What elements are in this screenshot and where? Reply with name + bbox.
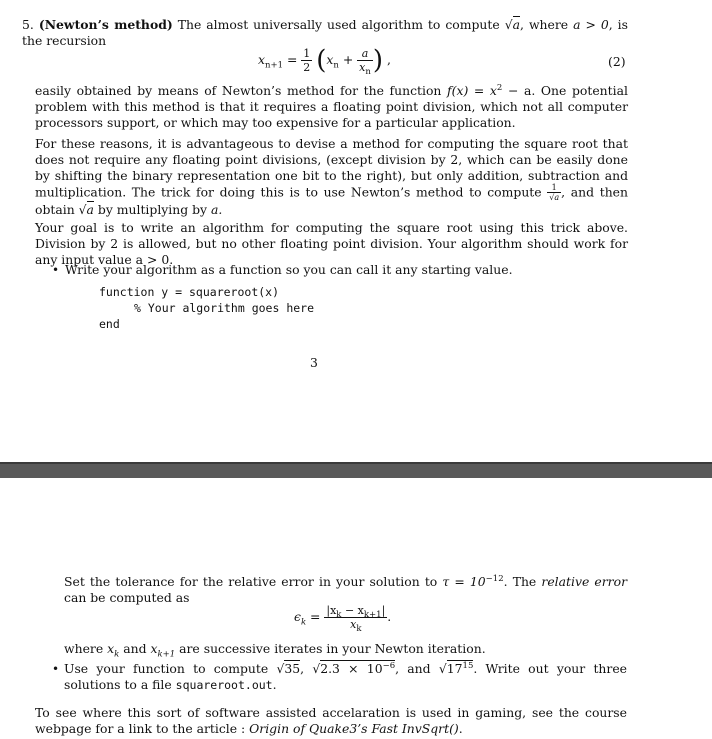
code-line-2: % Your algorithm goes here	[134, 301, 315, 315]
page-number: 3	[310, 355, 318, 370]
page-bottom	[0, 478, 712, 739]
relative-error-equation: $\epsilon_k$ = $\frac{|x_k - x_{k+1}|}{x_k}$ .	[294, 604, 392, 635]
page-separator	[0, 462, 712, 478]
bullet-1: Write your algorithm as a function so you can call it any starting value.	[65, 262, 513, 277]
closing-paragraph: To see where this sort of software assisted accelaration is used in gaming, see the course webpage for a link to the article : Origin of Quake3’s Fast InvSqrt().	[35, 705, 627, 736]
bullet-dot: •	[52, 263, 60, 277]
problem-title: (Newton’s method)	[38, 17, 173, 32]
code-line-1: function y = squareroot(x)	[99, 285, 280, 299]
equation-number: (2)	[608, 54, 626, 69]
problem-number: 5.	[22, 17, 34, 32]
paragraph-3: Your goal is to write an algorithm for computing the square root using this trick above. Division by 2 is allowed, but no other floating point division. Your algorithm should work for any input value a > 0.	[35, 220, 628, 267]
newton-recursion-equation: $x_{n+1}$ = $\frac{1}{2}$ ($x_n$ + $\frac{a}{x_n}$ ) ,	[258, 45, 391, 78]
tolerance-paragraph: Set the tolerance for the relative error in your solution to $\tau = 10^{-12}$. The relative error can be computed as	[64, 573, 627, 605]
problem-intro: 5. (Newton’s method) The almost universally used algorithm to compute √a, where a > 0, is the recursion	[22, 17, 628, 48]
bullet-dot: •	[52, 662, 60, 676]
output-filename: squareroot.out	[175, 678, 273, 692]
paragraph-2: For these reasons, it is advantageous to devise a method for computing the square root that does not require any floating point divisions, (except division by 2, which can be easily done by shifting the binary representation one bit to the right), but only addition, subtraction and multiplication. The trick for doing this is to use Newton’s method to compute $\frac{1}{√a}$ , and then obtain √a by multiplying by a.	[35, 136, 628, 217]
where-line: where $x_k$ and $x_{k+1}$ are successive iterates in your Newton iteration.	[64, 641, 486, 660]
bullet-2: Use your function to compute √35, $√2.3 \times 10^{-6}$, and $√17^{15}$. Write out your three solutions to a file squareroot.out.	[64, 660, 628, 692]
article-title: Origin of Quake3’s Fast InvSqrt()	[249, 721, 459, 736]
paragraph-1: easily obtained by means of Newton’s method for the function $f(x) = x^2 - a$. One potential problem with this method is that it requires a floating point division, which not all computer processors support, or which may too expensive for a particular application.	[35, 82, 628, 130]
code-line-3: end	[99, 317, 120, 331]
